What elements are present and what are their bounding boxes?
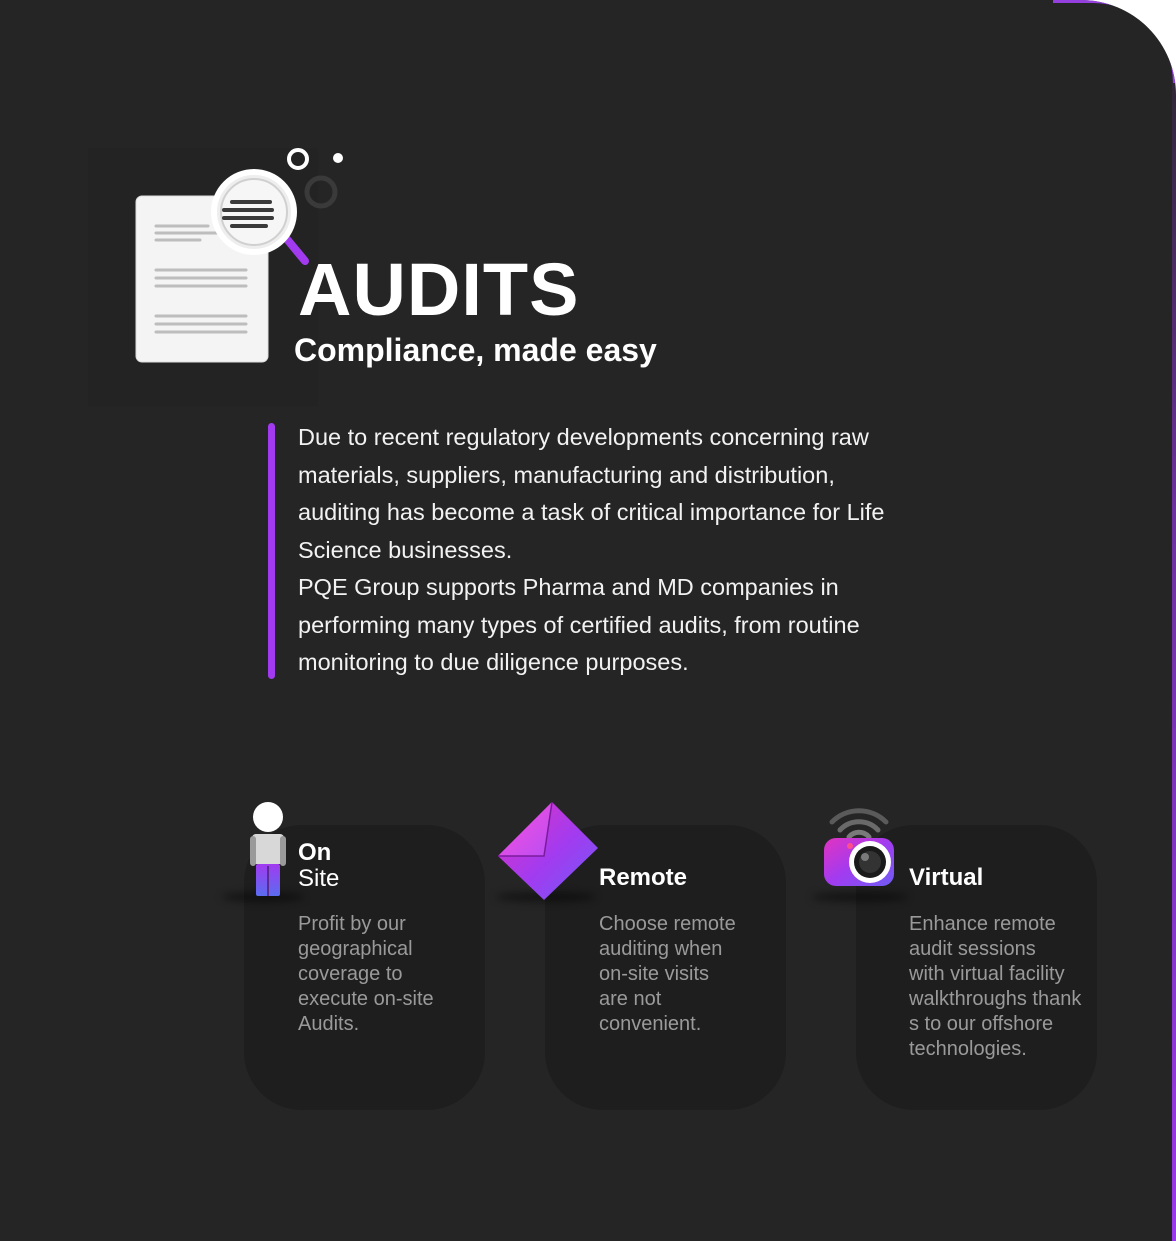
edge-accent (1172, 10, 1176, 1241)
icon-shadow (812, 892, 908, 902)
page-title: AUDITS (298, 248, 580, 331)
card-title-bold: Virtual (909, 864, 984, 891)
corner-accent (1053, 0, 1176, 83)
intro-accent-bar (268, 423, 275, 679)
intro-paragraph: Due to recent regulatory developments concerning raw materials, suppliers, manufacturing and distribution, auditing has become a task of critical importance for Life Science businesses. (298, 424, 885, 563)
on-site-card-title (298, 840, 339, 892)
card-title-bold: On (298, 839, 332, 866)
on-site-card-description: Profit by our geographical coverage to execute on-site Audits. (298, 913, 434, 1035)
virtual-card-title (909, 865, 983, 891)
card-title-regular: Site (298, 865, 340, 892)
remote-card-description: Choose remote auditing when on-site visits are not convenient. (599, 913, 736, 1035)
virtual-card-description: Enhance remote audit sessions with virtual facility walkthroughs thank s to our offshore technologies. (909, 913, 1082, 1060)
page-subtitle: Compliance, made easy (294, 332, 657, 368)
person-icon (246, 800, 290, 898)
camera-icon (820, 800, 900, 892)
card-title-bold: Remote (599, 864, 688, 891)
envelope-icon (496, 800, 600, 904)
intro-paragraph: PQE Group supports Pharma and MD companies in performing many types of certified audits, from routine monitoring to due diligence purposes. (298, 574, 860, 675)
remote-card-title (599, 865, 687, 891)
intro-text (298, 419, 898, 682)
